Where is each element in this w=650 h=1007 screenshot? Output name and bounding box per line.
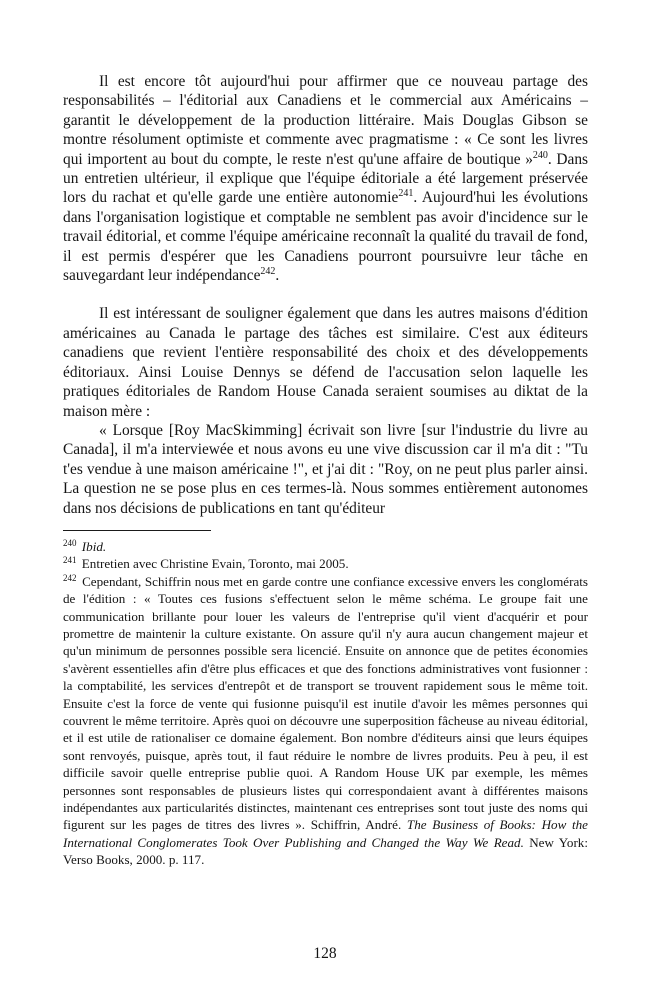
footnote-ref-241: 241: [398, 188, 414, 200]
footnote-book-title: The Business of Books: How the International Conglomerates Took Over Publishing and Changed the Way We Read.: [63, 817, 588, 850]
paragraph-text: . Dans un entretien ultérieur, il explique que l'équipe éditoriale a été largement préservée lors du rachat et qu'elle garde une entière autonomie: [63, 150, 589, 207]
paragraph-text: Il est encore tôt aujourd'hui pour affirmer que ce nouveau partage des responsabilités – l'éditorial aux Canadiens et le commercial aux Américains – garantit le développement de la production littéraire. Mais Douglas Gibson se montre résolument optimiste et commente avec pragmatisme : « Ce sont les livres qui importent au bout du compte, le reste n'est qu'une affaire de boutique »: [63, 73, 588, 168]
footnote-242: [63, 573, 588, 869]
footnote-ref-242: 242: [260, 266, 276, 278]
footnotes-section: [63, 530, 588, 869]
paragraph-text: .: [275, 267, 280, 285]
footnote-text: Entretien avec Christine Evain, Toronto, mai 2005.: [81, 556, 349, 572]
footnote-240: [63, 538, 588, 555]
paragraph-text: . Aujourd'hui les évolutions dans l'organisation logistique et comptable ne semblent pas avoir d'incidence sur le travail éditorial, et comme l'équipe américaine reconnaît la qualité du travail de fond, il est permis d'espérer que les Canadiens pourront poursuivre leur tâche en sauvegardant leur indépendance: [63, 189, 588, 285]
paragraph-text: Il est intéressant de souligner également que dans les autres maisons d'édition américaines au Canada le partage des tâches est similaire. C'est aux éditeurs canadiens que revient l'entière responsabilité des choix et des développements éditoriaux. Ainsi Louise Dennys se défend de l'accusation selon laquelle les pratiques éditoriales de Random House Canada seraient soumises au diktat de la maison mère :: [63, 305, 588, 420]
footnote-separator: [63, 530, 211, 531]
footnote-text: Ibid.: [81, 538, 107, 554]
footnote-number: 240: [63, 537, 77, 548]
body-text-block: [63, 72, 588, 518]
footnote-text: New York: Verso Books, 2000. p. 117.: [63, 834, 588, 868]
footnote-241: [63, 555, 588, 572]
footnote-number: 241: [63, 555, 77, 566]
body-paragraph-1: [63, 72, 588, 285]
paragraph-text: « Lorsque [Roy MacSkimming] écrivait son livre [sur l'industrie du livre au Canada], il m'a interviewée et nous avons eu une vive discussion car il m'a dit : "Tu t'es vendue à une maison américaine !", et j'ai dit : "Roy, on ne peut plus parler ainsi. La question ne se pose plus en ces termes-là. Nous sommes entièrement autonomes dans nos décisions de publications en tant qu'éditeur: [63, 421, 588, 517]
body-paragraph-2: [63, 304, 588, 420]
footnote-text: Cependant, Schiffrin nous met en garde contre une confiance excessive envers les conglomérats de l'édition : « Toutes ces fusions s'effectuent selon le même schéma. Le groupe fait une communication brillante pour louer les valeurs de l'entreprise qu'il vient d'acquérir et pour promettre de maintenir la culture existante. On assure qu'il n'y aura aucun changement majeur et qu'un minimum de personnes possible sera licencié. Ensuite on annonce que de petites économies s'avèrent essentielles afin d'être plus efficaces et que des fonctions administratives vont fusionner : la comptabilité, les services d'entrepôt et de transport se trouvent rapidement sous le même toit. Ensuite c'est la force de vente qui fusionne puisqu'il est inutile d'avoir les mêmes personnes qui couvrent le même territoire. Après quoi on découvre une superposition fâcheuse au niveau éditorial, et il est utile de rationaliser ce domaine également. Bon nombre d'éditeurs ainsi que leurs équipes sont renvoyés, puisque, après tout, il faut réduire le nombre de livres produits. Peu à peu, il est difficile savoir quelle entreprise publie quoi. A Random House UK par exemple, les mêmes personnes sont responsables de plusieurs listes qui correspondaient avant à différentes maisons indépendantes aux particularités distinctes, maintenant ces entreprises sont tout juste des noms qui figurent sur les pages de titres des livres ». Schiffrin, André.: [63, 573, 588, 833]
body-paragraph-3-quote: [63, 421, 588, 518]
footnote-number: 242: [63, 572, 77, 583]
footnote-ref-240: 240: [532, 149, 548, 161]
page-number: 128: [313, 945, 337, 962]
